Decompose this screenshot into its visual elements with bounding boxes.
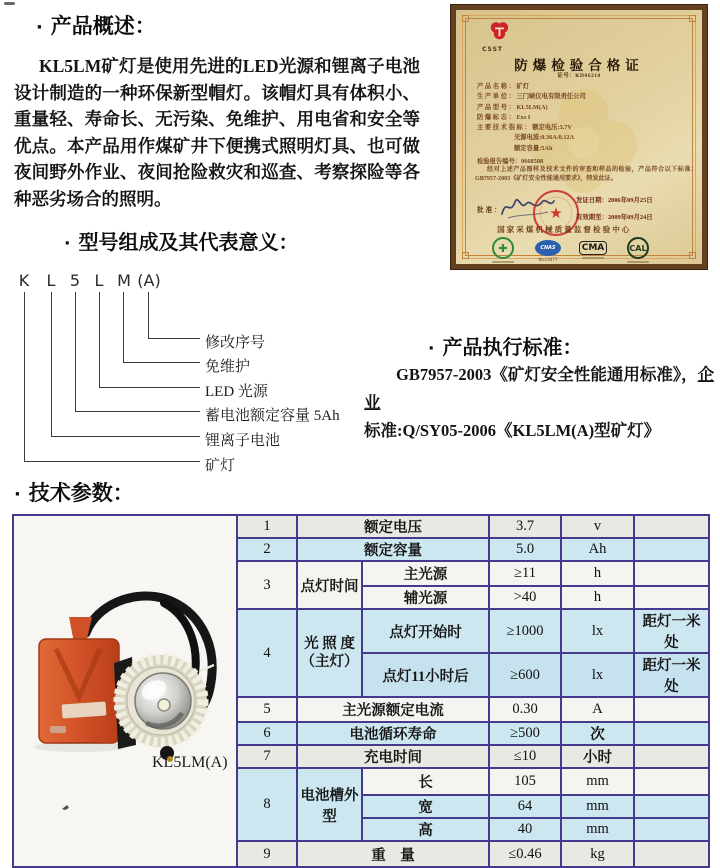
param-note (634, 841, 709, 867)
param-value: 40 (489, 818, 561, 841)
param-unit: h (561, 586, 634, 609)
param-no: 4 (237, 609, 297, 697)
model-letter-k: K (18, 271, 30, 290)
param-value: ≥600 (489, 653, 561, 697)
standards-line2: 标准:Q/SY05-2006《KL5LM(A)型矿灯》 (364, 421, 661, 440)
standards-text (364, 361, 716, 445)
bullet-icon: · (64, 234, 71, 254)
scan-artifact (4, 2, 15, 5)
param-sub: 辅光源 (362, 586, 489, 609)
certification-logos (486, 237, 676, 263)
param-name: 重 量 (297, 841, 489, 867)
border-corner-icon (462, 15, 469, 22)
param-unit: kg (561, 841, 634, 867)
param-unit: lx (561, 609, 634, 653)
csst-label: CSST (482, 46, 503, 53)
model-label-capacity: 蓄电池额定容量 5Ah (205, 408, 340, 424)
params-heading (14, 477, 134, 507)
model-label-led: LED 光源 (205, 384, 268, 400)
param-unit: mm (561, 818, 634, 841)
cert-issuer: 国家采煤机械质量监督检验中心 (497, 225, 632, 234)
param-value: ≥1000 (489, 609, 561, 653)
model-label-maintfree: 免维护 (205, 359, 251, 375)
param-unit: 次 (561, 722, 634, 745)
bullet-icon: · (428, 339, 435, 359)
cal-mark-icon: CAL (627, 237, 649, 259)
cert-field-current: 光源电流:0.36A/0.12A (514, 134, 575, 142)
cal-logo (621, 237, 655, 263)
param-unit: 小时 (561, 745, 634, 768)
cert-field-ex-mark: 防爆标志：Exs I (477, 113, 531, 121)
cert-field-product-name: 产品名称：矿灯 (477, 83, 530, 90)
cert-field-capacity: 额定容量:5Ah (514, 144, 553, 152)
model-letter-5: 5 (69, 271, 81, 290)
connector-line-k (24, 292, 200, 462)
param-value: 64 (489, 795, 561, 818)
param-value: 5.0 (489, 538, 561, 561)
param-note (634, 515, 709, 538)
param-name: 电池循环寿命 (297, 722, 489, 745)
param-unit: lx (561, 653, 634, 697)
cert-statement: 经对上述产品图样及技术文件的审查和样品的检验，产品符合以下标准：GB7957-2003《矿灯安全性能通用要求》，特发此证。 (475, 167, 697, 183)
param-no: 3 (237, 561, 297, 609)
csst-emblem-icon (489, 21, 510, 41)
param-note (634, 561, 709, 586)
param-no: 6 (237, 722, 297, 745)
standards-line1: GB7957-2003《矿灯安全性能通用标准》，企业 (364, 365, 715, 412)
certificate-paper (456, 10, 702, 264)
param-sub: 主光源 (362, 561, 489, 586)
cert-field-model: 产品型号：KL5LM(A) (477, 103, 548, 111)
param-value: ≤0.46 (489, 841, 561, 867)
param-note: 距灯一米处 (634, 609, 709, 653)
param-name: 主光源额定电流 (297, 697, 489, 722)
certificate-fields (477, 82, 697, 154)
cnas-logo (531, 237, 565, 262)
model-letter-a: (A) (137, 271, 161, 290)
param-sub: 点灯11小时后 (362, 653, 489, 697)
certificate-number: 证号：KD06210 (557, 73, 601, 79)
param-note (634, 745, 709, 768)
product-photo (14, 516, 236, 866)
param-no: 7 (237, 745, 297, 768)
param-note: 距灯一米处 (634, 653, 709, 697)
cnas-oval-icon: CNAS (535, 240, 561, 256)
param-no: 8 (237, 768, 297, 841)
model-letter-m: M (117, 271, 131, 290)
param-group: 光 照 度 （主灯） (297, 609, 362, 697)
mining-lamp-photo (14, 521, 237, 821)
cert-field-specs: 主要技术指标：额定电压:3.7V (477, 124, 572, 132)
params-table (12, 514, 710, 868)
model-heading-text: 型号组成及其代表意义： (78, 230, 299, 254)
param-value: ≥500 (489, 722, 561, 745)
cert-valid-date: 有效期至：2009年09月24日 (576, 214, 653, 221)
param-value: 3.7 (489, 515, 561, 538)
param-no: 5 (237, 697, 297, 722)
param-note (634, 586, 709, 609)
param-value: 105 (489, 768, 561, 795)
cert-issue-date: 发证日期：2006年09月25日 (576, 197, 653, 204)
model-label-minerlamp: 矿灯 (205, 458, 236, 474)
green-cross-icon: ✚ (492, 237, 514, 259)
param-unit: A (561, 697, 634, 722)
param-group: 电池槽外型 (297, 768, 362, 841)
param-note (634, 818, 709, 841)
param-unit: mm (561, 768, 634, 795)
param-sub: 点灯开始时 (362, 609, 489, 653)
cert-report-number: 检验报告编号：0668508 (477, 158, 544, 165)
param-sub: 宽 (362, 795, 489, 818)
param-note (634, 538, 709, 561)
overview-heading-text: 产品概述： (50, 14, 156, 38)
cert-field-manufacturer: 生产单位：三门峡仪电有限责任公司 (477, 93, 586, 101)
product-photo-cell (13, 515, 237, 867)
param-name: 额定容量 (297, 538, 489, 561)
cert-approve-label: 批准： (477, 207, 503, 214)
overview-paragraph: KL5LM矿灯是使用先进的LED光源和锂离子电池设计制造的一种环保新型帽灯。该帽灯具有体积小、重量轻、寿命长、无污染、免维护、用电省和安全等优点。本产品用作煤矿井下便携式照明灯具、也可做夜间野外作业、夜间抢险救灾和巡查、考察探险等各种恶劣场合的照明。 (14, 56, 420, 209)
param-value: >40 (489, 586, 561, 609)
param-unit: Ah (561, 538, 634, 561)
param-note (634, 795, 709, 818)
cma-logo (576, 237, 610, 259)
border-corner-icon (689, 252, 696, 259)
model-label-revision: 修改序号 (205, 335, 266, 351)
quality-cert-logo (486, 237, 520, 263)
cnas-number: No.L0477 (538, 257, 558, 262)
standards-heading (428, 331, 582, 360)
cma-mark-icon: CMA (579, 241, 608, 255)
logo-caption (627, 261, 649, 263)
param-unit: mm (561, 795, 634, 818)
model-letter-l2: L (94, 271, 104, 290)
param-no: 2 (237, 538, 297, 561)
param-name: 额定电压 (297, 515, 489, 538)
certificate-title: 防爆检验合格证 (514, 58, 644, 73)
param-no: 9 (237, 841, 297, 867)
bullet-icon: · (36, 17, 43, 38)
param-note (634, 697, 709, 722)
star-icon: ★ (549, 205, 563, 222)
standards-heading-text: 产品执行标准： (442, 335, 583, 359)
param-note (634, 722, 709, 745)
param-unit: v (561, 515, 634, 538)
param-note (634, 768, 709, 795)
param-name: 充电时间 (297, 745, 489, 768)
certificate (450, 4, 708, 270)
param-sub: 长 (362, 768, 489, 795)
model-heading (64, 226, 298, 255)
params-heading-text: 技术参数： (28, 481, 134, 505)
logo-caption (492, 261, 514, 263)
param-no: 1 (237, 515, 297, 538)
param-value: ≥11 (489, 561, 561, 586)
model-letter-l1: L (46, 271, 56, 290)
param-unit: h (561, 561, 634, 586)
photo-caption: KL5LM(A) (152, 754, 228, 771)
param-sub: 高 (362, 818, 489, 841)
border-corner-icon (462, 252, 469, 259)
overview-heading (36, 10, 156, 40)
model-label-liion: 锂离子电池 (205, 433, 281, 449)
param-value: ≤10 (489, 745, 561, 768)
bullet-icon: · (14, 484, 21, 505)
param-value: 0.30 (489, 697, 561, 722)
param-group: 点灯时间 (297, 561, 362, 609)
underlined-text: 企业 (364, 365, 715, 412)
border-corner-icon (689, 15, 696, 22)
logo-caption (582, 257, 604, 259)
